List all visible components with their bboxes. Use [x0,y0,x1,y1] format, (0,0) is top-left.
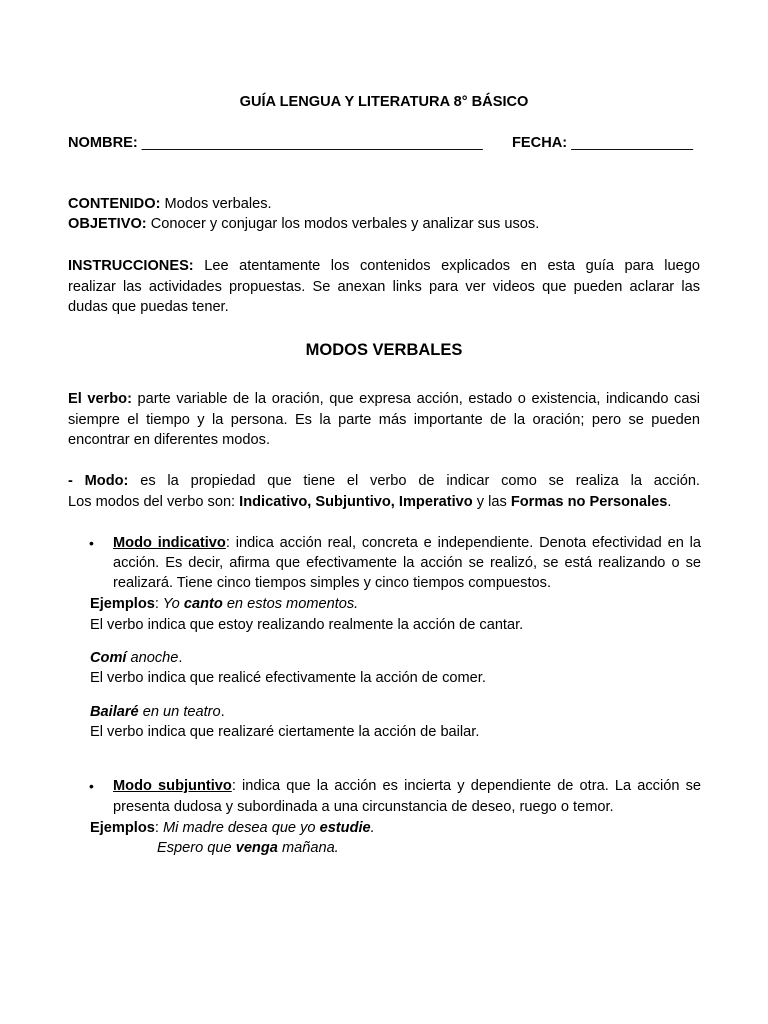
objetivo-text: Conocer y conjugar los modos verbales y analizar sus usos. [146,216,540,232]
nombre-blank: __________________________________________ [141,135,483,151]
ejemplo-1-post: en estos momentos. [222,596,359,612]
verbo-line-2: siempre el tiempo y la persona. Es la parte más importante de la oración; pero se pueden [68,412,700,428]
modo-line-1 [68,471,700,492]
verbo-line-3: encontrar en diferentes modos. [68,432,270,448]
fecha-line [512,133,693,154]
ejemplos-colon: : [154,596,159,612]
contenido-line [68,194,272,215]
ejemplos-label: Ejemplos [90,596,155,612]
subjuntivo-ejemplo-1 [90,818,375,839]
bullet-subjuntivo: • [89,778,94,794]
ejemplo-3-period: . [220,704,225,720]
indicativo-label: Modo indicativo [113,535,226,551]
instrucciones-text-1: Lee atentamente los contenidos explicados en esta guía para luego [193,258,700,274]
modo-text-1: es la propiedad que tiene el verbo de indicar como se realiza la acción. [128,473,700,489]
subjuntivo-text-1: : indica que la acción es incierta y dependiente de otra. La acción se [231,778,701,794]
contenido-text: Modos verbales. [160,196,272,212]
sub-ejemplos-colon: : [154,820,159,836]
section-title: MODOS VERBALES [305,341,463,359]
bullet-indicativo: • [89,535,94,551]
indicativo-line-3: realizará. Tiene cinco tiempos simples y cinco tiempos compuestos. [113,575,551,591]
fecha-blank: _______________ [571,135,693,151]
sub-ejemplo-2-verb: venga [235,840,278,856]
instrucciones-line-2: realizar las actividades propuestas. Se anexan links para ver videos que pueden aclarar las [68,279,700,295]
subjuntivo-line-1 [113,776,701,797]
verbo-line-1 [68,389,700,410]
ejemplo-2-explicacion: El verbo indica que realicé efectivamente la acción de comer. [90,670,486,686]
modo-line-2 [68,492,671,513]
ejemplo-1-explicacion: El verbo indica que estoy realizando realmente la acción de cantar. [90,617,524,633]
subjuntivo-ejemplo-2 [157,838,339,859]
indicativo-text-1: : indica acción real, concreta e independiente. Denota efectividad en la [225,535,702,551]
document-title: GUÍA LENGUA Y LITERATURA 8° BÁSICO [239,94,529,110]
verbo-text-1: parte variable de la oración, que expresa acción, estado o existencia, indicando casi [131,391,700,407]
indicativo-line-2: acción. Es decir, afirma que efectivamente la acción se realizó, se está realizando o se [113,555,701,571]
modo-label: - Modo: [68,473,129,489]
sub-ejemplo-1-pre: Mi madre desea que yo [158,820,320,836]
fecha-label: FECHA: [512,135,568,151]
subjuntivo-line-2: presenta dudosa y subordinada a una circunstancia de deseo, ruego o temor. [113,799,614,815]
ejemplo-2-period: . [178,650,183,666]
verbo-label: El verbo: [68,391,132,407]
nombre-line [68,133,483,154]
modo-list-bold: Indicativo, Subjuntivo, Imperativo [239,494,473,510]
ejemplo-2-post: anoche [126,650,179,666]
modo-text-2: Los modos del verbo son: [68,494,240,510]
instrucciones-line-3: dudas que puedas tener. [68,299,229,315]
instrucciones-label: INSTRUCCIONES: [68,258,194,274]
ejemplo-1 [90,594,358,615]
sub-ejemplo-1-verb: estudie [319,820,371,836]
objetivo-label: OBJETIVO: [68,216,147,232]
sub-ejemplo-1-period: . [370,820,375,836]
indicativo-line-1 [113,533,701,554]
ejemplo-3-verb: Bailaré [90,704,139,720]
sub-ejemplos-label: Ejemplos [90,820,155,836]
sub-ejemplo-2-post: mañana. [277,840,339,856]
ejemplo-3-explicacion: El verbo indica que realizaré ciertamente la acción de bailar. [90,724,480,740]
modo-text-end: . [667,494,672,510]
instrucciones-line-1 [68,256,700,277]
ejemplo-1-pre: Yo [158,596,184,612]
ejemplo-3-post: en un teatro [138,704,221,720]
subjuntivo-label: Modo subjuntivo [113,778,232,794]
ejemplo-2 [90,648,182,669]
modo-text-mid: y las [472,494,511,510]
ejemplo-3 [90,702,225,723]
ejemplo-1-verb: canto [183,596,223,612]
contenido-label: CONTENIDO: [68,196,161,212]
modo-formas-bold: Formas no Personales [510,494,668,510]
objetivo-line [68,214,539,235]
ejemplo-2-verb: Comí [90,650,127,666]
nombre-label: NOMBRE: [68,135,138,151]
sub-ejemplo-2-pre: Espero que [157,840,236,856]
